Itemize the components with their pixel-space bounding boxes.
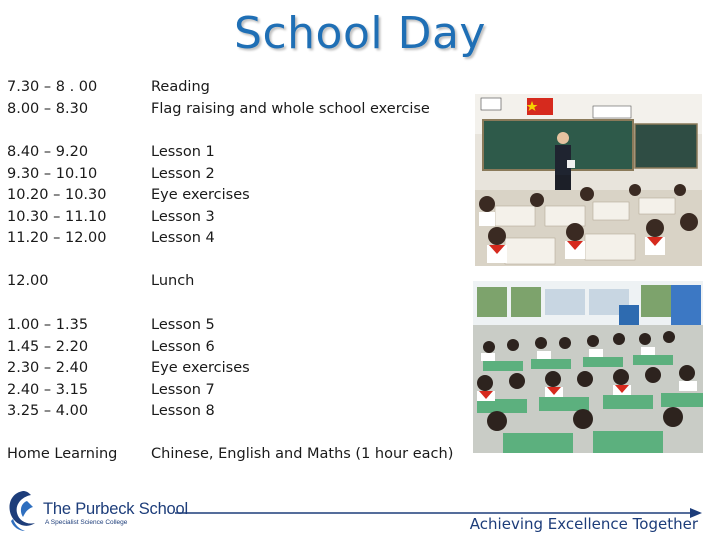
activity-entry: Lesson 6 <box>151 338 215 355</box>
classroom-teacher-photo <box>475 94 702 266</box>
time-entry: 11.20 – 12.00 <box>7 230 107 246</box>
activity-entry: Lesson 1 <box>151 144 215 160</box>
time-column <box>7 142 147 250</box>
time-entry: 2.40 – 3.15 <box>7 381 89 398</box>
time-entry: 9.30 – 10.10 <box>7 165 98 182</box>
activity-entry: Lesson 5 <box>151 317 215 333</box>
time-entry: 10.20 – 10.30 <box>7 187 107 203</box>
time-entry: 8.40 – 9.20 <box>7 144 89 160</box>
school-logo <box>5 487 188 533</box>
time-column <box>7 444 147 466</box>
time-entry: 2.30 – 2.40 <box>7 360 89 376</box>
activity-column <box>151 77 481 120</box>
logo-subtitle: A Specialist Science College <box>45 519 128 526</box>
activity-column <box>151 271 481 293</box>
time-column <box>7 77 147 120</box>
activity-entry: Flag raising and whole school exercise <box>151 100 430 117</box>
activity-column <box>151 142 481 250</box>
logo-name: The Purbeck School <box>43 500 188 518</box>
activity-entry: Lunch <box>151 273 195 289</box>
time-entry: 1.45 – 2.20 <box>7 338 89 355</box>
time-entry: 10.30 – 11.10 <box>7 208 107 225</box>
time-entry: 1.00 – 1.35 <box>7 317 89 333</box>
footer-tagline: Achieving Excellence Together <box>469 515 698 533</box>
time-column <box>7 271 147 293</box>
activity-entry: Lesson 2 <box>151 165 215 182</box>
time-column <box>7 315 147 423</box>
time-entry: 12.00 <box>7 273 49 289</box>
activity-entry: Lesson 7 <box>151 381 215 398</box>
time-entry: 7.30 – 8 . 00 <box>7 79 98 95</box>
activity-column <box>151 315 481 423</box>
activity-entry: Lesson 4 <box>151 230 215 246</box>
activity-entry: Chinese, English and Maths (1 hour each) <box>151 446 454 462</box>
time-entry: Home Learning <box>7 446 118 462</box>
activity-entry: Eye exercises <box>151 360 250 376</box>
time-entry: 3.25 – 4.00 <box>7 403 89 419</box>
activity-entry: Lesson 3 <box>151 208 215 225</box>
activity-column <box>151 444 481 466</box>
activity-entry: Eye exercises <box>151 187 250 203</box>
activity-entry: Reading <box>151 79 210 95</box>
swirl-icon <box>5 487 41 533</box>
time-entry: 8.00 – 8.30 <box>7 100 89 117</box>
page-title: School Day <box>234 8 486 59</box>
activity-entry: Lesson 8 <box>151 403 215 419</box>
classroom-students-photo <box>473 281 703 453</box>
